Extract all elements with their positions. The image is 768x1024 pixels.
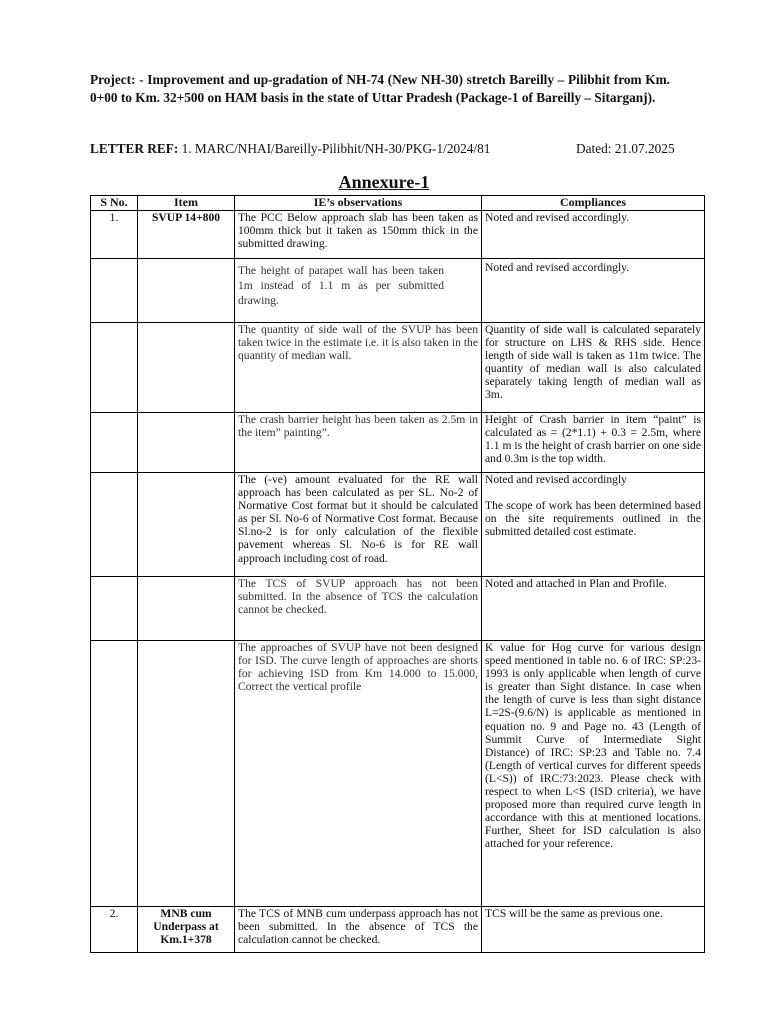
row-compliance-text: Noted and revised accordingly.: [485, 261, 630, 274]
table-row: [91, 413, 705, 473]
row-compliance-text: Noted and revised accordingly: [485, 473, 627, 486]
row-item: [138, 473, 235, 577]
row-sno: [91, 577, 138, 641]
row-compliance: Quantity of side wall is calculated separately for structure on LHS & RHS side. Hence length of side wall is taken as 11m twice. The quantity of median wall is also calculated separately taking length of median wall as 3m.: [482, 323, 705, 413]
row-observation: The TCS of MNB cum underpass approach has not been submitted. In the absence of TCS the calculation cannot be checked.: [235, 907, 482, 953]
row-sno: [91, 641, 138, 907]
table-header-row: [91, 196, 705, 211]
row-compliance: Noted and attached in Plan and Profile.: [482, 577, 705, 641]
table-row: [91, 323, 705, 413]
column-header-item: Item: [138, 196, 235, 211]
row-observation: [235, 259, 482, 323]
row-sno: 2.: [91, 907, 138, 953]
row-compliance: [482, 473, 705, 577]
row-compliance: Height of Crash barrier in item “paint” is calculated as = (2*1.1) + 0.3 = 2.5m, where 1.1 m is the height of crash barrier on one side and 0.3m is the top width.: [482, 413, 705, 473]
row-sno: [91, 413, 138, 473]
letter-date: Dated: 21.07.2025: [576, 141, 675, 156]
row-compliance: Noted and revised accordingly.: [482, 211, 705, 259]
paragraph-gap: [485, 486, 701, 499]
row-item: [138, 641, 235, 907]
row-item: [138, 577, 235, 641]
row-observation: The (-ve) amount evaluated for the RE wall approach has been calculated as per SL. No-2 of Normative Cost format but it should be calculated as per Sl. No-6 of Normative Cost format. Because Sl.no-2 is for only calculation of the flexible pavement whereas Sl. No-6 is for RE wall approach including cost of road.: [235, 473, 482, 577]
row-item: [138, 323, 235, 413]
letter-ref-line: [90, 140, 700, 158]
row-item: SVUP 14+800: [138, 211, 235, 259]
annexure-title: Annexure-1: [338, 172, 430, 192]
row-observation: The crash barrier height has been taken as 2.5m in the item” painting”.: [235, 413, 482, 473]
project-title: Project: - Improvement and up-gradation of NH-74 (New NH-30) stretch Bareilly – Pilibhit from Km. 0+00 to Km. 32+500 on HAM basis in the state of Uttar Pradesh (Package-1 of Bareilly – Sitarganj).: [90, 72, 670, 105]
row-observation-text: The height of parapet wall has been taken 1m instead of 1.1 m as per submitted drawing.: [238, 264, 444, 307]
row-compliance: [482, 259, 705, 323]
table-row: [91, 641, 705, 907]
row-item: [138, 413, 235, 473]
row-sno: [91, 473, 138, 577]
row-sno: [91, 323, 138, 413]
table-row: [91, 259, 705, 323]
row-sno: [91, 259, 138, 323]
letter-ref-value: 1. MARC/NHAI/Bareilly-Pilibhit/NH-30/PKG-1/2024/81: [181, 141, 491, 156]
table-row: [91, 907, 705, 953]
table-row: [91, 211, 705, 259]
row-item: MNB cum Underpass at Km.1+378: [138, 907, 235, 953]
row-observation: The approaches of SVUP have not been designed for ISD. The curve length of approaches are shorts for achieving ISD from Km 14.000 to 15.000, Correct the vertical profile: [235, 641, 482, 907]
observations-table: [90, 195, 705, 953]
column-header-compliances: Compliances: [482, 196, 705, 211]
row-observation: The PCC Below approach slab has been taken as 100mm thick but it taken as 150mm thick in the submitted drawing.: [235, 211, 482, 259]
row-compliance: K value for Hog curve for various design speed mentioned in table no. 6 of IRC: SP:23-1993 is only applicable when length of curve is greater than Sight distance. In case when the length of curve is less than sight distance L=2S-(9.6/N) is applicable as mentioned in equation no. 9 and Page no. 43 (Length of Summit Curve of Intermediate Sight Distance) of IRC: SP:23 and Table no. 7.4 (Length of vertical curves for different speeds (L<S)) of IRC:73:2023. Please check with respect to when L<S (ISD criteria), we have proposed more than required curve length in accordance with this at mentioned locations. Further, Sheet for ISD calculation is also attached for your reference.: [482, 641, 705, 907]
letter-ref-label: LETTER REF:: [90, 141, 179, 156]
table-row: [91, 473, 705, 577]
table-row: [91, 577, 705, 641]
row-item: [138, 259, 235, 323]
row-observation: The TCS of SVUP approach has not been submitted. In the absence of TCS the calculation cannot be checked.: [235, 577, 482, 641]
column-header-sno: S No.: [91, 196, 138, 211]
row-observation: The quantity of side wall of the SVUP has been taken twice in the estimate i.e. it is also taken in the quantity of median wall.: [235, 323, 482, 413]
row-compliance-text-2: The scope of work has been determined based on the site requirements outlined in the submitted detailed cost estimate.: [485, 499, 701, 539]
column-header-observations: IE’s observations: [235, 196, 482, 211]
row-sno: 1.: [91, 211, 138, 259]
row-compliance: TCS will be the same as previous one.: [482, 907, 705, 953]
